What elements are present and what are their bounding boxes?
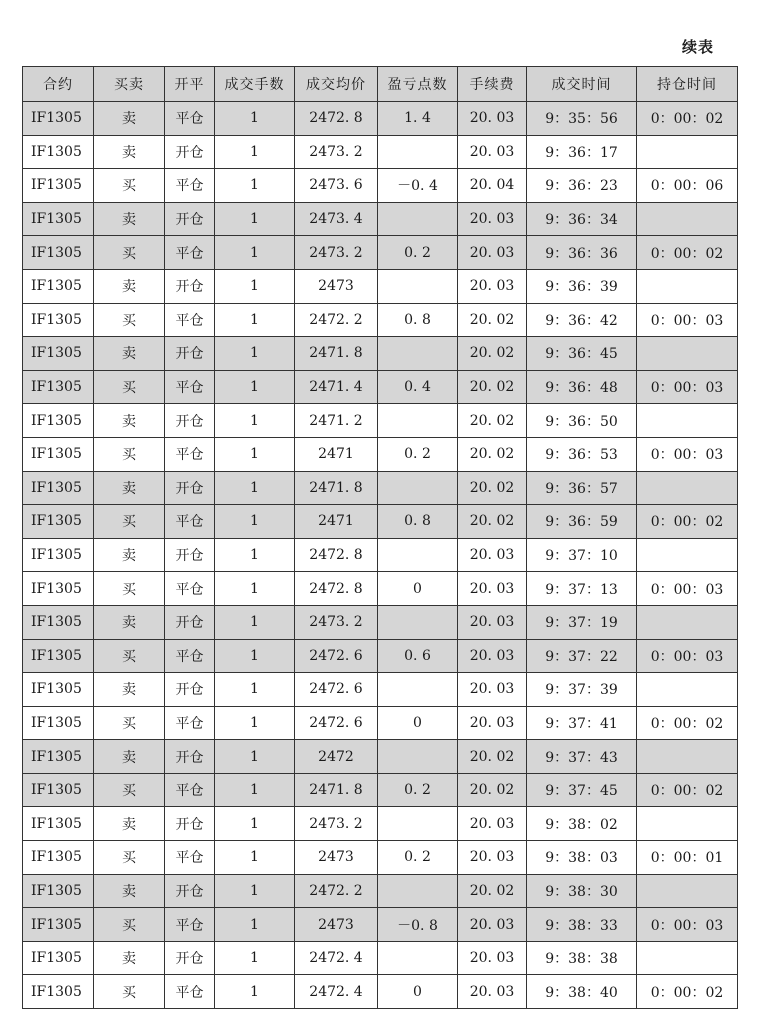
cell-pnl-points <box>378 740 458 774</box>
cell-fee: 20. 03 <box>458 605 527 639</box>
cell-side: 卖 <box>94 135 165 169</box>
cell-lots: 1 <box>215 740 295 774</box>
cell-side: 买 <box>94 572 165 606</box>
cell-trade-time: 9：37：19 <box>527 605 637 639</box>
table-row <box>23 773 738 807</box>
cell-avg-price: 2473. 2 <box>295 807 378 841</box>
cell-trade-time: 9：38：40 <box>527 975 637 1009</box>
cell-fee: 20. 03 <box>458 236 527 270</box>
cell-lots: 1 <box>215 202 295 236</box>
cell-contract: IF1305 <box>23 102 94 136</box>
cell-trade-time: 9：37：39 <box>527 673 637 707</box>
cell-hold-time: 0：00：03 <box>637 303 738 337</box>
table-row <box>23 404 738 438</box>
cell-trade-time: 9：38：03 <box>527 841 637 875</box>
cell-pnl-points <box>378 337 458 371</box>
cell-trade-time: 9：37：45 <box>527 773 637 807</box>
cell-avg-price: 2472. 2 <box>295 303 378 337</box>
cell-side: 卖 <box>94 605 165 639</box>
cell-avg-price: 2471. 2 <box>295 404 378 438</box>
cell-lots: 1 <box>215 135 295 169</box>
cell-pnl-points: 0 <box>378 706 458 740</box>
cell-contract: IF1305 <box>23 538 94 572</box>
cell-fee: 20. 03 <box>458 807 527 841</box>
cell-trade-time: 9：38：38 <box>527 941 637 975</box>
table-body <box>23 102 738 1009</box>
cell-side: 买 <box>94 841 165 875</box>
cell-side: 卖 <box>94 337 165 371</box>
cell-hold-time: 0：00：01 <box>637 841 738 875</box>
cell-side: 卖 <box>94 941 165 975</box>
cell-avg-price: 2473. 4 <box>295 202 378 236</box>
cell-pnl-points <box>378 673 458 707</box>
cell-action: 开仓 <box>165 673 215 707</box>
cell-contract: IF1305 <box>23 773 94 807</box>
cell-hold-time <box>637 471 738 505</box>
cell-action: 平仓 <box>165 639 215 673</box>
cell-pnl-points: 0 <box>378 572 458 606</box>
cell-fee: 20. 02 <box>458 370 527 404</box>
cell-contract: IF1305 <box>23 807 94 841</box>
cell-lots: 1 <box>215 269 295 303</box>
cell-action: 开仓 <box>165 135 215 169</box>
cell-trade-time: 9：37：41 <box>527 706 637 740</box>
cell-pnl-points <box>378 941 458 975</box>
column-header-hold-time: 持仓时间 <box>637 67 738 102</box>
cell-action: 平仓 <box>165 236 215 270</box>
cell-action: 平仓 <box>165 572 215 606</box>
cell-fee: 20. 02 <box>458 471 527 505</box>
cell-trade-time: 9：38：30 <box>527 874 637 908</box>
cell-pnl-points: 0 <box>378 975 458 1009</box>
cell-contract: IF1305 <box>23 572 94 606</box>
cell-action: 开仓 <box>165 269 215 303</box>
table-row <box>23 303 738 337</box>
cell-trade-time: 9：36：45 <box>527 337 637 371</box>
cell-trade-time: 9：37：10 <box>527 538 637 572</box>
cell-avg-price: 2471. 4 <box>295 370 378 404</box>
cell-hold-time: 0：00：03 <box>637 639 738 673</box>
table-row <box>23 437 738 471</box>
cell-trade-time: 9：36：48 <box>527 370 637 404</box>
cell-fee: 20. 02 <box>458 505 527 539</box>
cell-fee: 20. 02 <box>458 437 527 471</box>
cell-action: 开仓 <box>165 471 215 505</box>
cell-hold-time <box>637 404 738 438</box>
cell-pnl-points: 0. 2 <box>378 437 458 471</box>
cell-pnl-points <box>378 874 458 908</box>
cell-pnl-points <box>378 471 458 505</box>
cell-contract: IF1305 <box>23 202 94 236</box>
cell-hold-time <box>637 605 738 639</box>
cell-contract: IF1305 <box>23 706 94 740</box>
cell-trade-time: 9：36：42 <box>527 303 637 337</box>
cell-lots: 1 <box>215 572 295 606</box>
table-row <box>23 807 738 841</box>
cell-pnl-points <box>378 605 458 639</box>
cell-pnl-points: 0. 2 <box>378 841 458 875</box>
table-row <box>23 941 738 975</box>
cell-trade-time: 9：36：39 <box>527 269 637 303</box>
cell-action: 平仓 <box>165 169 215 203</box>
cell-action: 平仓 <box>165 841 215 875</box>
cell-pnl-points: 0. 4 <box>378 370 458 404</box>
cell-lots: 1 <box>215 941 295 975</box>
column-header-side: 买卖 <box>94 67 165 102</box>
table-row <box>23 908 738 942</box>
cell-lots: 1 <box>215 605 295 639</box>
column-header-pnl-points: 盈亏点数 <box>378 67 458 102</box>
table-row <box>23 370 738 404</box>
cell-lots: 1 <box>215 874 295 908</box>
cell-avg-price: 2473. 2 <box>295 605 378 639</box>
cell-action: 平仓 <box>165 303 215 337</box>
cell-lots: 1 <box>215 807 295 841</box>
trade-records-table <box>22 66 738 1009</box>
cell-side: 买 <box>94 908 165 942</box>
table-row <box>23 337 738 371</box>
cell-hold-time <box>637 135 738 169</box>
cell-contract: IF1305 <box>23 437 94 471</box>
cell-side: 买 <box>94 975 165 1009</box>
cell-trade-time: 9：38：02 <box>527 807 637 841</box>
cell-avg-price: 2473. 2 <box>295 236 378 270</box>
cell-fee: 20. 02 <box>458 337 527 371</box>
cell-pnl-points: 0. 2 <box>378 236 458 270</box>
cell-lots: 1 <box>215 437 295 471</box>
cell-avg-price: 2472. 4 <box>295 975 378 1009</box>
cell-lots: 1 <box>215 975 295 1009</box>
cell-lots: 1 <box>215 102 295 136</box>
cell-avg-price: 2472. 8 <box>295 538 378 572</box>
cell-pnl-points: 0. 6 <box>378 639 458 673</box>
cell-lots: 1 <box>215 639 295 673</box>
cell-contract: IF1305 <box>23 639 94 673</box>
cell-trade-time: 9：36：59 <box>527 505 637 539</box>
cell-fee: 20. 03 <box>458 908 527 942</box>
column-header-avg-price: 成交均价 <box>295 67 378 102</box>
cell-side: 买 <box>94 706 165 740</box>
cell-contract: IF1305 <box>23 673 94 707</box>
cell-fee: 20. 02 <box>458 404 527 438</box>
cell-pnl-points <box>378 135 458 169</box>
cell-lots: 1 <box>215 673 295 707</box>
table-row <box>23 505 738 539</box>
cell-action: 平仓 <box>165 437 215 471</box>
cell-action: 平仓 <box>165 975 215 1009</box>
column-header-trade-time: 成交时间 <box>527 67 637 102</box>
table-row <box>23 572 738 606</box>
cell-avg-price: 2473. 2 <box>295 135 378 169</box>
cell-hold-time <box>637 941 738 975</box>
cell-trade-time: 9：36：23 <box>527 169 637 203</box>
cell-contract: IF1305 <box>23 605 94 639</box>
cell-contract: IF1305 <box>23 370 94 404</box>
cell-trade-time: 9：36：57 <box>527 471 637 505</box>
table-header-row <box>23 67 738 102</box>
cell-lots: 1 <box>215 404 295 438</box>
cell-avg-price: 2471. 8 <box>295 337 378 371</box>
table-row <box>23 673 738 707</box>
cell-avg-price: 2472. 8 <box>295 102 378 136</box>
cell-pnl-points: 1. 4 <box>378 102 458 136</box>
cell-hold-time: 0：00：03 <box>637 908 738 942</box>
cell-side: 卖 <box>94 874 165 908</box>
column-header-lots: 成交手数 <box>215 67 295 102</box>
cell-side: 买 <box>94 370 165 404</box>
cell-side: 买 <box>94 773 165 807</box>
table-row <box>23 269 738 303</box>
cell-hold-time: 0：00：02 <box>637 773 738 807</box>
cell-side: 卖 <box>94 102 165 136</box>
cell-trade-time: 9：36：17 <box>527 135 637 169</box>
cell-contract: IF1305 <box>23 841 94 875</box>
cell-lots: 1 <box>215 337 295 371</box>
cell-avg-price: 2473 <box>295 908 378 942</box>
cell-action: 开仓 <box>165 538 215 572</box>
cell-hold-time: 0：00：03 <box>637 437 738 471</box>
cell-trade-time: 9：38：33 <box>527 908 637 942</box>
table-row <box>23 874 738 908</box>
cell-trade-time: 9：35：56 <box>527 102 637 136</box>
cell-fee: 20. 03 <box>458 538 527 572</box>
cell-action: 开仓 <box>165 807 215 841</box>
cell-contract: IF1305 <box>23 941 94 975</box>
cell-fee: 20. 02 <box>458 740 527 774</box>
cell-contract: IF1305 <box>23 908 94 942</box>
cell-hold-time <box>637 337 738 371</box>
cell-trade-time: 9：37：22 <box>527 639 637 673</box>
cell-avg-price: 2472 <box>295 740 378 774</box>
cell-pnl-points <box>378 807 458 841</box>
cell-fee: 20. 03 <box>458 202 527 236</box>
cell-trade-time: 9：36：50 <box>527 404 637 438</box>
cell-side: 卖 <box>94 538 165 572</box>
cell-action: 平仓 <box>165 370 215 404</box>
cell-trade-time: 9：36：36 <box>527 236 637 270</box>
cell-fee: 20. 03 <box>458 572 527 606</box>
cell-side: 卖 <box>94 202 165 236</box>
cell-lots: 1 <box>215 303 295 337</box>
cell-contract: IF1305 <box>23 303 94 337</box>
cell-side: 卖 <box>94 471 165 505</box>
cell-contract: IF1305 <box>23 740 94 774</box>
table-row <box>23 841 738 875</box>
cell-hold-time: 0：00：02 <box>637 706 738 740</box>
cell-lots: 1 <box>215 169 295 203</box>
cell-pnl-points <box>378 269 458 303</box>
cell-side: 买 <box>94 169 165 203</box>
cell-action: 开仓 <box>165 740 215 774</box>
cell-side: 卖 <box>94 807 165 841</box>
cell-trade-time: 9：37：43 <box>527 740 637 774</box>
table-row <box>23 538 738 572</box>
cell-hold-time <box>637 807 738 841</box>
cell-trade-time: 9：36：53 <box>527 437 637 471</box>
table-row <box>23 740 738 774</box>
cell-contract: IF1305 <box>23 975 94 1009</box>
cell-hold-time <box>637 874 738 908</box>
table-row <box>23 135 738 169</box>
cell-avg-price: 2472. 4 <box>295 941 378 975</box>
cell-avg-price: 2471 <box>295 505 378 539</box>
cell-side: 买 <box>94 303 165 337</box>
cell-contract: IF1305 <box>23 404 94 438</box>
cell-fee: 20. 04 <box>458 169 527 203</box>
cell-action: 平仓 <box>165 908 215 942</box>
cell-lots: 1 <box>215 706 295 740</box>
cell-contract: IF1305 <box>23 135 94 169</box>
cell-fee: 20. 03 <box>458 841 527 875</box>
cell-lots: 1 <box>215 538 295 572</box>
cell-action: 开仓 <box>165 605 215 639</box>
cell-lots: 1 <box>215 908 295 942</box>
cell-hold-time <box>637 740 738 774</box>
cell-lots: 1 <box>215 236 295 270</box>
table-row <box>23 236 738 270</box>
cell-contract: IF1305 <box>23 505 94 539</box>
cell-action: 平仓 <box>165 102 215 136</box>
cell-hold-time: 0：00：02 <box>637 102 738 136</box>
cell-avg-price: 2472. 2 <box>295 874 378 908</box>
cell-action: 开仓 <box>165 337 215 371</box>
cell-contract: IF1305 <box>23 169 94 203</box>
cell-hold-time: 0：00：02 <box>637 236 738 270</box>
cell-action: 开仓 <box>165 202 215 236</box>
cell-hold-time <box>637 538 738 572</box>
table-row <box>23 202 738 236</box>
table-row <box>23 169 738 203</box>
cell-hold-time <box>637 269 738 303</box>
cell-hold-time: 0：00：03 <box>637 370 738 404</box>
cell-side: 卖 <box>94 673 165 707</box>
cell-lots: 1 <box>215 471 295 505</box>
table-row <box>23 706 738 740</box>
cell-fee: 20. 02 <box>458 874 527 908</box>
cell-hold-time <box>637 202 738 236</box>
cell-fee: 20. 02 <box>458 303 527 337</box>
cell-avg-price: 2472. 8 <box>295 572 378 606</box>
cell-avg-price: 2473 <box>295 269 378 303</box>
cell-lots: 1 <box>215 841 295 875</box>
cell-action: 平仓 <box>165 773 215 807</box>
table-row <box>23 975 738 1009</box>
cell-avg-price: 2472. 6 <box>295 706 378 740</box>
cell-fee: 20. 03 <box>458 673 527 707</box>
cell-pnl-points: 0. 8 <box>378 505 458 539</box>
cell-trade-time: 9：37：13 <box>527 572 637 606</box>
column-header-contract: 合约 <box>23 67 94 102</box>
cell-pnl-points <box>378 404 458 438</box>
cell-contract: IF1305 <box>23 874 94 908</box>
cell-fee: 20. 03 <box>458 102 527 136</box>
cell-avg-price: 2472. 6 <box>295 639 378 673</box>
cell-hold-time: 0：00：06 <box>637 169 738 203</box>
cell-fee: 20. 03 <box>458 975 527 1009</box>
cell-side: 卖 <box>94 269 165 303</box>
cell-pnl-points <box>378 202 458 236</box>
cell-lots: 1 <box>215 505 295 539</box>
cell-contract: IF1305 <box>23 337 94 371</box>
table-row <box>23 639 738 673</box>
cell-contract: IF1305 <box>23 269 94 303</box>
cell-contract: IF1305 <box>23 236 94 270</box>
column-header-fee: 手续费 <box>458 67 527 102</box>
cell-fee: 20. 03 <box>458 639 527 673</box>
cell-avg-price: 2471. 8 <box>295 471 378 505</box>
cell-fee: 20. 03 <box>458 269 527 303</box>
cell-side: 卖 <box>94 740 165 774</box>
cell-side: 买 <box>94 236 165 270</box>
cell-hold-time: 0：00：02 <box>637 505 738 539</box>
cell-contract: IF1305 <box>23 471 94 505</box>
cell-side: 买 <box>94 505 165 539</box>
table-continued-caption: 续表 <box>681 38 714 56</box>
cell-pnl-points: 0. 2 <box>378 773 458 807</box>
cell-pnl-points: －0. 4 <box>378 169 458 203</box>
cell-fee: 20. 03 <box>458 706 527 740</box>
cell-action: 开仓 <box>165 404 215 438</box>
cell-avg-price: 2472. 6 <box>295 673 378 707</box>
cell-avg-price: 2473. 6 <box>295 169 378 203</box>
cell-fee: 20. 03 <box>458 941 527 975</box>
cell-side: 买 <box>94 639 165 673</box>
cell-lots: 1 <box>215 773 295 807</box>
cell-action: 开仓 <box>165 874 215 908</box>
cell-lots: 1 <box>215 370 295 404</box>
cell-trade-time: 9：36：34 <box>527 202 637 236</box>
cell-pnl-points: －0. 8 <box>378 908 458 942</box>
cell-pnl-points <box>378 538 458 572</box>
cell-action: 开仓 <box>165 941 215 975</box>
cell-fee: 20. 02 <box>458 773 527 807</box>
cell-action: 平仓 <box>165 505 215 539</box>
cell-side: 卖 <box>94 404 165 438</box>
cell-pnl-points: 0. 8 <box>378 303 458 337</box>
column-header-action: 开平 <box>165 67 215 102</box>
cell-side: 买 <box>94 437 165 471</box>
cell-action: 平仓 <box>165 706 215 740</box>
cell-hold-time: 0：00：02 <box>637 975 738 1009</box>
table-row <box>23 471 738 505</box>
table-row <box>23 605 738 639</box>
table-row <box>23 102 738 136</box>
cell-avg-price: 2471. 8 <box>295 773 378 807</box>
cell-avg-price: 2473 <box>295 841 378 875</box>
cell-avg-price: 2471 <box>295 437 378 471</box>
cell-hold-time: 0：00：03 <box>637 572 738 606</box>
cell-hold-time <box>637 673 738 707</box>
cell-fee: 20. 03 <box>458 135 527 169</box>
